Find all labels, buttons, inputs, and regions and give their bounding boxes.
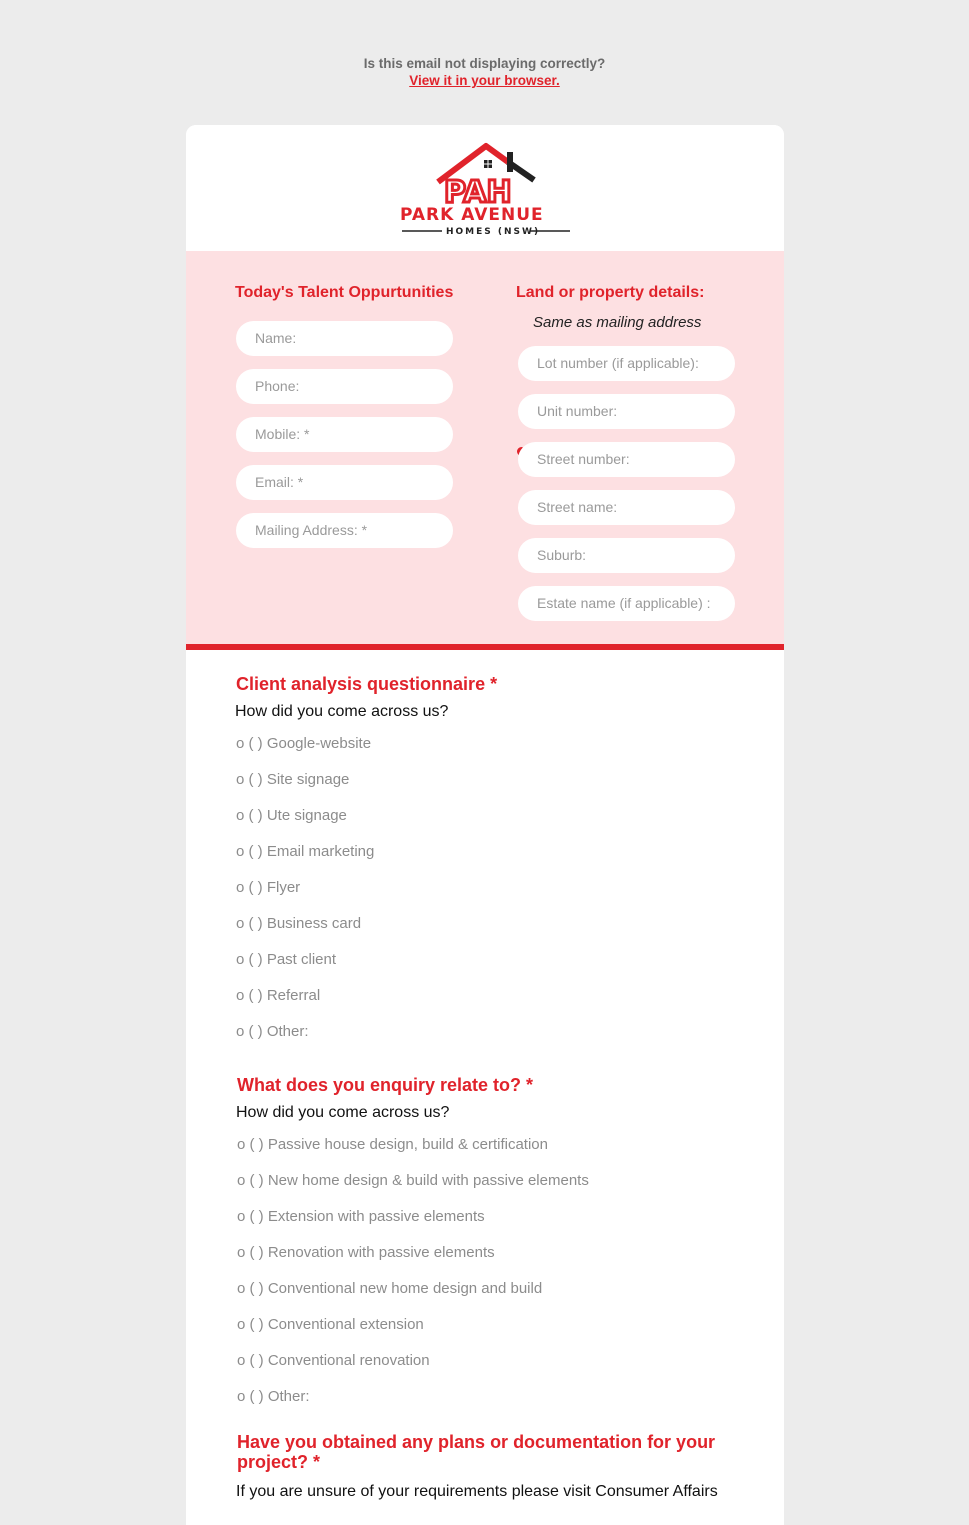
option-email-marketing[interactable]: o ( ) Email marketing (236, 843, 375, 860)
street-name-field[interactable]: Street name: (518, 490, 735, 525)
enquiry-question: How did you come across us? (236, 1104, 450, 1121)
option-passive-house[interactable]: o ( ) Passive house design, build & certification (237, 1136, 548, 1153)
contact-title: Today's Talent Oppurtunities (235, 284, 454, 301)
option-ute-signage[interactable]: o ( ) Ute signage (236, 807, 347, 824)
phone-field[interactable]: Phone: (236, 369, 453, 404)
email-card (186, 125, 784, 1525)
logo-tagline: HOMES (NSW) (446, 227, 541, 237)
monogram-p: PAH (444, 175, 512, 210)
street-number-field[interactable]: Street number: (518, 442, 735, 477)
option-flyer[interactable]: o ( ) Flyer (236, 879, 301, 896)
option-other[interactable]: o ( ) Other: (236, 1023, 309, 1040)
display-question: Is this email not displaying correctly? (363, 56, 606, 71)
plans-title: Have you obtained any plans or documentation for your project? * (237, 1432, 716, 1472)
email-field[interactable]: Email: * (236, 465, 453, 500)
option-enquiry-other[interactable]: o ( ) Other: (237, 1388, 310, 1405)
plans-note: If you are unsure of your requirements please visit Consumer Affairs (236, 1483, 718, 1500)
option-google-website[interactable]: o ( ) Google-website (236, 735, 372, 752)
mailing-address-field[interactable]: Mailing Address: * (236, 513, 453, 548)
option-renovation-passive[interactable]: o ( ) Renovation with passive elements (237, 1244, 495, 1261)
option-conventional-new-home[interactable]: o ( ) Conventional new home design and build (237, 1280, 543, 1297)
enquiry-title: What does you enquiry relate to? * (237, 1075, 534, 1095)
view-in-browser-link[interactable]: View it in your browser. (409, 73, 560, 88)
option-conventional-extension[interactable]: o ( ) Conventional extension (237, 1316, 424, 1333)
unit-number-field[interactable]: Unit number: (518, 394, 735, 429)
mobile-field[interactable]: Mobile: * (236, 417, 453, 452)
option-extension-passive[interactable]: o ( ) Extension with passive elements (237, 1208, 485, 1225)
option-new-home-passive[interactable]: o ( ) New home design & build with passive elements (237, 1172, 589, 1189)
section-divider (186, 644, 784, 650)
details-section (186, 251, 784, 645)
park-avenue-logo (398, 142, 574, 238)
name-field[interactable]: Name: (236, 321, 453, 356)
property-title: Land or property details: (516, 284, 705, 301)
option-past-client[interactable]: o ( ) Past client (236, 951, 337, 968)
estate-name-field[interactable]: Estate name (if applicable) : (518, 586, 735, 621)
suburb-field[interactable]: Suburb: (518, 538, 735, 573)
questionnaire-title: Client analysis questionnaire * (236, 674, 498, 694)
lot-number-field[interactable]: Lot number (if applicable): (518, 346, 735, 381)
same-as-mailing-label[interactable]: Same as mailing address (533, 314, 702, 331)
option-business-card[interactable]: o ( ) Business card (236, 915, 362, 932)
questionnaire-question: How did you come across us? (235, 703, 449, 720)
option-site-signage[interactable]: o ( ) Site signage (236, 771, 350, 788)
option-referral[interactable]: o ( ) Referral (236, 987, 321, 1004)
option-conventional-renovation[interactable]: o ( ) Conventional renovation (237, 1352, 430, 1369)
logo-area (186, 125, 784, 251)
logo-name: PARK AVENUE (400, 205, 544, 225)
